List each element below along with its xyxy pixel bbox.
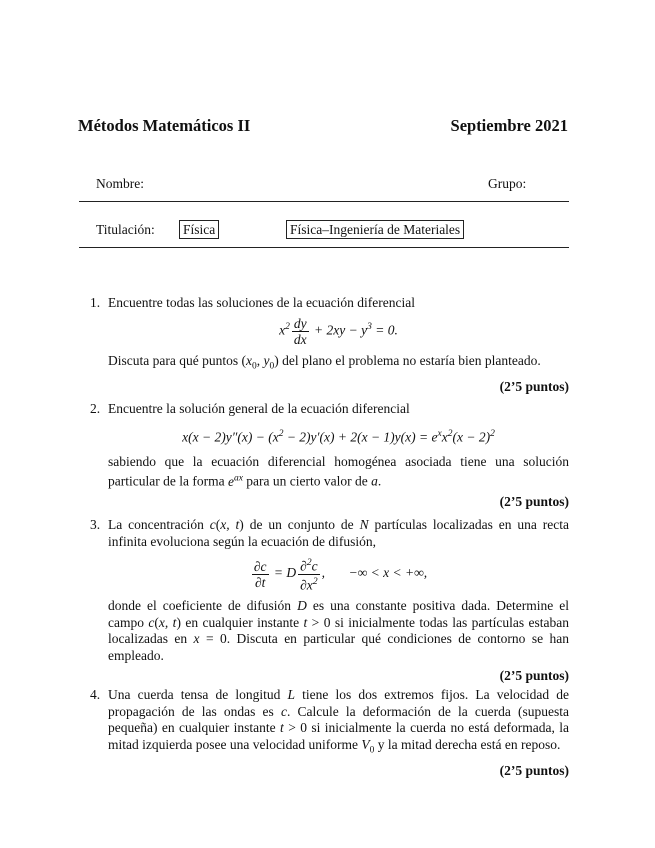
- problem-text-after-3: en cualquier instante: [185, 614, 300, 630]
- problem-number: 1.: [90, 295, 101, 310]
- problem-text-2: tiene los dos extremos fijos. La velocidad de propagación de las ondas es: [108, 687, 570, 719]
- form-divider-bottom: [79, 247, 569, 248]
- degree-option-fisica-materiales[interactable]: Física–Ingeniería de Materiales: [286, 220, 464, 239]
- name-label: Nombre:: [96, 176, 144, 191]
- problem-text-2: de un conjunto de: [249, 517, 354, 532]
- degree-label: Titulación:: [96, 222, 155, 237]
- problem-text-5: y la mitad derecha está en reposo.: [377, 736, 561, 752]
- group-label: Grupo:: [488, 176, 527, 191]
- problem-text: Una cuerda tensa de longitud: [108, 687, 281, 702]
- problem-text-3: partículas localizadas en una recta infinita evoluciona según la ecuación de difusión,: [108, 517, 570, 549]
- problem-text: La concentración: [108, 517, 204, 532]
- problem-text-after-4: si inicialmente todas las partículas estaban localizadas en: [108, 614, 570, 646]
- problem-text-after: Discuta para qué puntos: [108, 352, 239, 368]
- problem-number: 4.: [90, 687, 101, 702]
- problem-points: (2’5 puntos): [499, 668, 569, 683]
- problem-text-after: donde el coeficiente de difusión: [108, 598, 292, 613]
- equation-1: $x^2$ $\frac{dy}{dx}$ + $2xy - y^3 = 0$.: [279, 315, 398, 347]
- course-title: Métodos Matemáticos II: [78, 116, 251, 135]
- problem-3: 3. La concentración c(x, t) de un conjunto de N partículas localizadas en una recta infinita evoluciona según la ecuación de difusión, $\frac{\partial c}{\partial t}$ = D $\frac{\partial^2c}{\partial x^2}$ , −∞ < x < +∞, donde el coeficiente de difusión D es una constante positiva dada. Determine el campo c(x, t) en cualquier instante t > 0 si inicialmente todas las partículas estaban localizadas en x = 0. Discuta en particular qué condiciones de contorno se han empleado. (2’5 puntos): [90, 517, 570, 683]
- problem-points: (2’5 puntos): [499, 494, 569, 509]
- degree-option-fisica[interactable]: Física: [179, 220, 219, 239]
- problem-number: 3.: [90, 517, 101, 532]
- problem-text-after-2: del plano el problema no estaría bien planteado.: [282, 352, 541, 368]
- problem-text-after-5: . Discuta en particular qué condiciones de contorno se han empleado.: [108, 631, 569, 663]
- problem-text-4: si inicialmente la cuerda no está deformada, la mitad izquierda posee una velocidad uniforme: [108, 720, 569, 752]
- problem-text: Encuentre todas las soluciones de la ecuación diferencial: [108, 295, 415, 310]
- equation-2: $x(x - 2)y''(x) - (x^2 - 2)y'(x) + 2(x - 1)y(x) = e^xx^2(x - 2)^2$: [182, 428, 495, 444]
- problem-text-after-2: para un cierto valor de: [246, 473, 368, 489]
- problem-text-3: . Calcule la deformación de la cuerda (supuesta pequeña) en cualquier instante: [108, 703, 570, 735]
- problem-points: (2’5 puntos): [499, 762, 569, 778]
- problem-text: Encuentre la solución general de la ecuación diferencial: [108, 401, 410, 416]
- form-divider-top: [79, 201, 569, 202]
- exam-date: Septiembre 2021: [450, 116, 568, 135]
- problem-points: (2’5 puntos): [499, 378, 569, 394]
- equation-3: $\frac{\partial c}{\partial t}$ = D $\frac{\partial^2c}{\partial x^2}$ , −∞ < x < +∞,: [253, 558, 428, 592]
- problem-number: 2.: [90, 401, 101, 416]
- problem-2: 2. Encuentre la solución general de la ecuación diferencial $x(x - 2)y''(x) - (x^2 - 2)y'(x) + 2(x - 1)y(x) = e^xx^2(x - 2)^2$ sabiendo que la ecuación diferencial homogénea asociada tiene una solución particular de la forma $e^{ax}$ para un cierto valor de a. (2’5 puntos): [90, 401, 569, 509]
- problem-1: 1. Encuentre todas las soluciones de la ecuación diferencial $x^2$ $\frac{dy}{dx}$ + $2xy - y^3 = 0$. Discuta para qué puntos ($x_0$, $y_0$) del plano el problema no estaría bien planteado. (2’5 puntos): [90, 295, 569, 394]
- problem-text-after: sabiendo que la ecuación diferencial homogénea asociada tiene una solución particular de la forma: [108, 453, 569, 489]
- problem-4: 4. Una cuerda tensa de longitud L tiene los dos extremos fijos. La velocidad de propagación de las ondas es c. Calcule la deformación de la cuerda (supuesta pequeña) en cualquier instante t > 0 si inicialmente la cuerda no está deformada, la mitad izquierda posee una velocidad uniforme $V_0$ y la mitad derecha está en reposo. (2’5 puntos): [90, 687, 570, 778]
- problem-text-after-2: es una constante positiva dada. Determine el campo: [108, 598, 570, 630]
